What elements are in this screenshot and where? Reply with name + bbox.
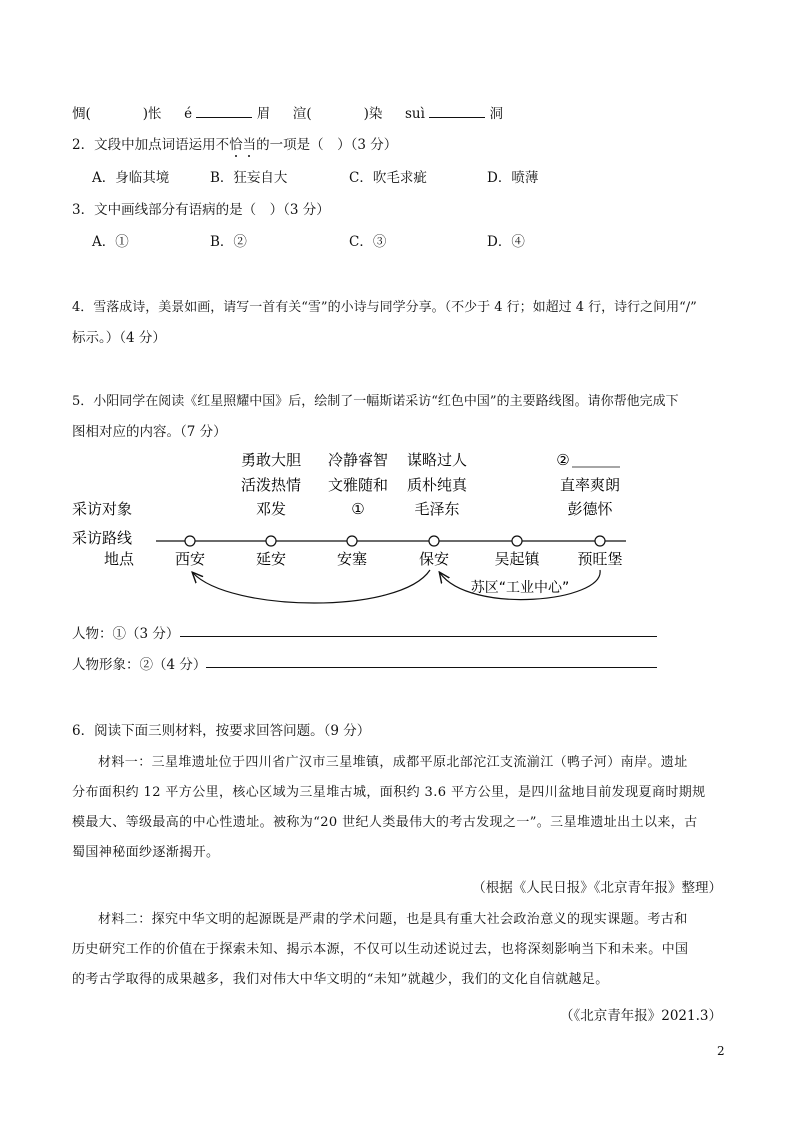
trait-row2-2: 质朴纯真 xyxy=(406,476,468,494)
person-3: 彭德怀 xyxy=(567,500,613,518)
place-4: 吴起镇 xyxy=(494,550,540,568)
answer2-row xyxy=(72,653,206,673)
route-node-1 xyxy=(266,536,276,546)
q6-stem: 6．阅读下面三则材料，按要求回答问题。（9 分） xyxy=(72,723,371,739)
row-label-place: 地点 xyxy=(104,550,135,568)
trait-row1-0: 勇敢大胆 xyxy=(240,451,302,469)
m1-line-1: 分布面积约 12 平方公里，核心区域为三星堆古城，面积约 3.6 平方公里，是四川盆地目前发现夏商时期规 xyxy=(72,785,706,800)
q5-line1: 5．小阳同学在阅读《红星照耀中国》后，绘制了一幅斯诺采访“红色中国”的主要路线图。请你帮他完成下 xyxy=(72,394,679,409)
m1-line-3: 蜀国神秘面纱逐渐揭开。 xyxy=(72,845,220,860)
place-3: 保安 xyxy=(418,550,450,568)
m1-source: （根据《人民日报》《北京青年报》整理） xyxy=(472,880,722,896)
q2-option-d[interactable]: D．喷薄 xyxy=(487,170,539,186)
trait-row2-3: 直率爽朗 xyxy=(559,476,621,494)
material-1 xyxy=(72,748,722,868)
q2-option-b[interactable]: B．狂妄自大 xyxy=(210,170,288,186)
route-node-3 xyxy=(429,536,439,546)
answer1-label: 人物：①（3 分） xyxy=(72,626,180,642)
q3-option-c[interactable]: C．③ xyxy=(349,234,387,250)
q1-item-a: 惆( xyxy=(72,106,91,122)
q4-line2: 标示。）（4 分） xyxy=(72,330,166,346)
q1-item-d-pinyin: suì xyxy=(405,106,425,122)
trait-row1-1: 冷静睿智 xyxy=(327,451,389,469)
place-1: 延安 xyxy=(255,550,287,568)
person-1: ① xyxy=(351,500,365,518)
route-node-4 xyxy=(512,536,522,546)
material-2 xyxy=(72,905,722,995)
row-label-subject: 采访对象 xyxy=(72,500,133,518)
arrow-back-to-xian xyxy=(193,570,430,603)
q1-blank-d[interactable] xyxy=(429,117,485,118)
q3-stem: 3．文中画线部分有语病的是（ ）（3 分） xyxy=(72,202,330,218)
place-5: 预旺堡 xyxy=(577,550,623,568)
trait-row2-1: 文雅随和 xyxy=(327,476,389,494)
row-label-route: 采访路线 xyxy=(72,529,133,547)
q3-option-a[interactable]: A．① xyxy=(92,234,129,250)
m2-line-1: 历史研究工作的价值在于探索未知、揭示本源，不仅可以生动述说过去，也将深刻影响当下和未来。中国 xyxy=(72,942,689,957)
person-0: 邓发 xyxy=(255,500,287,518)
q3-option-b[interactable]: B．② xyxy=(210,234,247,250)
trait-row2-0: 活泼热情 xyxy=(240,476,302,494)
q1-item-c: 渲( xyxy=(292,106,312,122)
answer1-line[interactable] xyxy=(180,636,657,637)
m1-line-0: 材料一：三星堆遗址位于四川省广汉市三星堆镇，成都平原北部沱江支流湔江（鸭子河）南岸。遗址 xyxy=(98,755,688,770)
place-2: 安塞 xyxy=(336,550,368,568)
q2-option-a[interactable]: A．身临其境 xyxy=(92,170,170,186)
q5-line2: 图相对应的内容。（7 分） xyxy=(72,424,227,440)
route-diagram xyxy=(0,440,794,620)
q4-line1: 4．雪落成诗，美景如画，请写一首有关“雪”的小诗与同学分享。（不少于 4 行；如超过 4 行，诗行之间用“/” xyxy=(72,300,697,315)
q3-option-d[interactable]: D．④ xyxy=(487,234,525,250)
m2-source: （《北京青年报》2021.3） xyxy=(560,1008,722,1024)
trait-row1-2: 谋略过人 xyxy=(406,451,468,469)
page-number: 2 xyxy=(717,1044,725,1058)
person-2: 毛泽东 xyxy=(414,500,460,518)
answer1-row xyxy=(72,622,179,642)
m1-line-2: 模最大、等级最高的中心性遗址。被称为“20 世纪人类最伟大的考古发现之一”。三星堆遗址出土以来，古 xyxy=(72,815,698,830)
route-node-0 xyxy=(185,536,195,546)
q1-line: 惆( )怅 é 眉 渲( )染 suì 洞 xyxy=(72,106,504,122)
trait-row1-3: ② xyxy=(556,451,570,469)
q1-blank-b[interactable] xyxy=(196,117,252,118)
soviet-label: 苏区“工业中心” xyxy=(470,580,570,596)
answer2-label: 人物形象：②（4 分） xyxy=(72,657,207,673)
m2-line-2: 的考古学取得的成果越多，我们对伟大中华文明的“未知”就越少，我们的文化自信就越足。 xyxy=(72,972,609,987)
q2-option-c[interactable]: C．吹毛求疵 xyxy=(349,170,427,186)
place-0: 西安 xyxy=(174,550,206,568)
answer2-line[interactable] xyxy=(206,667,657,668)
q1-item-b-pinyin: é xyxy=(184,106,193,122)
m2-line-0: 材料二：探究中华文明的起源既是严肃的学术问题，也是具有重大社会政治意义的现实课题。考古和 xyxy=(98,912,688,927)
q2-stem: 2．文段中加点词语运用不恰当的一项是（ ）（3 分） xyxy=(72,137,398,153)
route-node-2 xyxy=(347,536,357,546)
route-node-5 xyxy=(595,536,605,546)
